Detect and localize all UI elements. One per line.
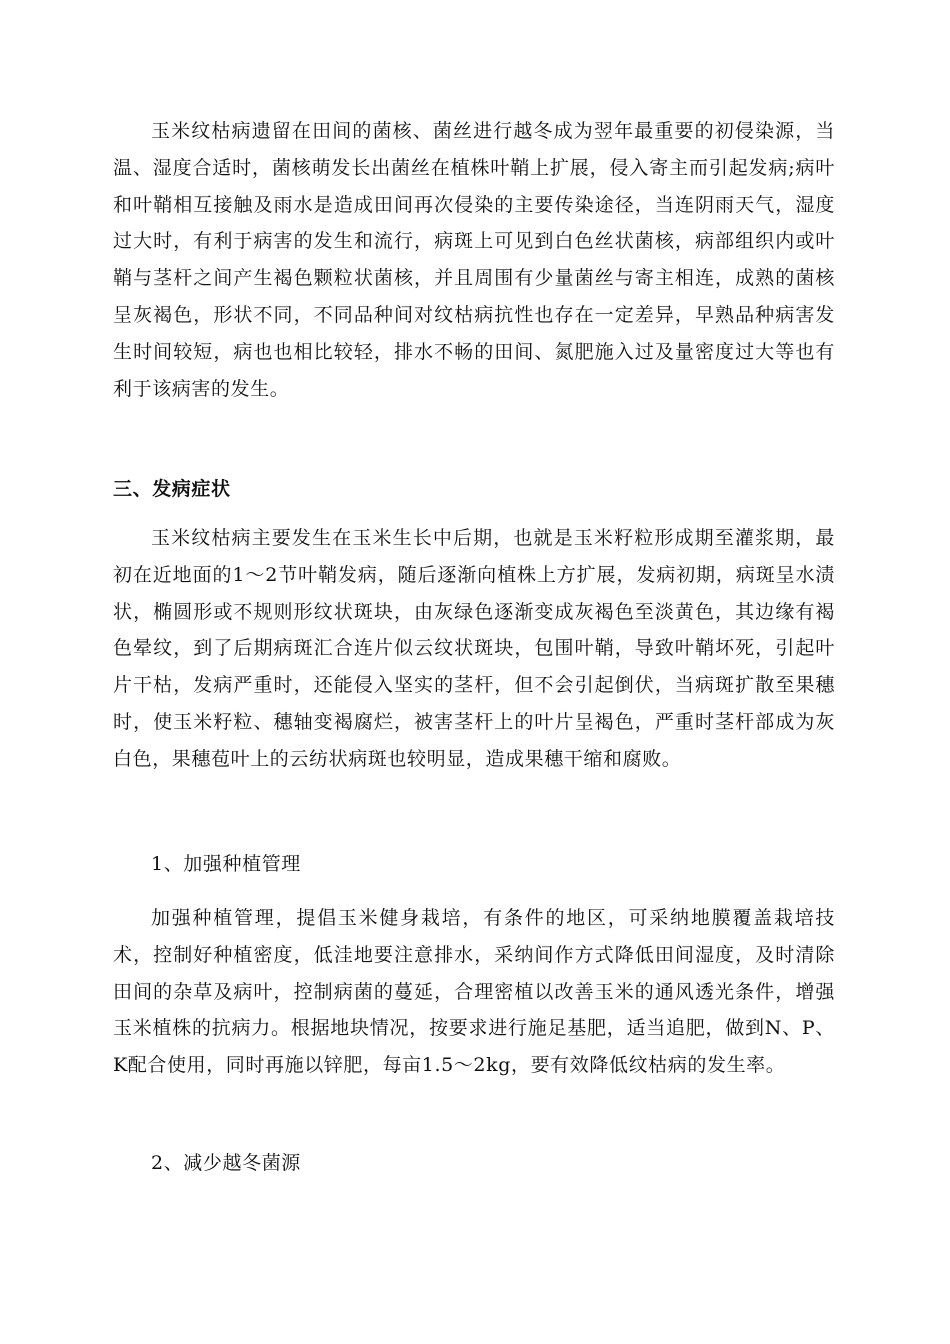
subheading-planting-management: 1、加强种植管理 xyxy=(151,853,301,875)
section-heading-symptoms: 三、发病症状 xyxy=(113,478,231,500)
paragraph-planting-management: 加强种植管理，提倡玉米健身栽培，有条件的地区，可采纳地膜覆盖栽培技术，控制好种植密度，低洼地要注意排水，采纳间作方式降低田间湿度，及时清除田间的杂草及病叶，控制病菌的蔓延，合理密植以改善玉米的通风透光条件，增强玉米植株的抗病力。根据地块情况，按要求进行施足基肥，适当追肥，做到N、P、K配合使用，同时再施以锌肥，每亩1.5～2kg，要有效降低纹枯病的发生率。 xyxy=(113,907,835,1077)
paragraph-symptoms: 玉米纹枯病主要发生在玉米生长中后期，也就是玉米籽粒形成期至灌浆期，最初在近地面的1～2节叶鞘发病，随后逐渐向植株上方扩展，发病初期，病斑呈水渍状，椭圆形或不规则形纹状斑块，由灰绿色逐渐变成灰褐色至淡黄色，其边缘有褐色晕纹，到了后期病斑汇合连片似云纹状斑块，包围叶鞘，导致叶鞘坏死，引起叶片干枯，发病严重时，还能侵入坚实的茎杆，但不会引起倒伏，当病斑扩散至果穗时，使玉米籽粒、穗轴变褐腐烂，被害茎杆上的叶片呈褐色，严重时茎杆部成为灰白色，果穗苞叶上的云纺状病斑也较明显，造成果穗干缩和腐败。 xyxy=(113,527,835,770)
paragraph-overwintering: 玉米纹枯病遗留在田间的菌核、菌丝进行越冬成为翌年最重要的初侵染源，当温、湿度合适时，菌核萌发长出菌丝在植株叶鞘上扩展，侵入寄主而引起发病;病叶和叶鞘相互接触及雨水是造成田间再次侵染的主要传染途径，当连阴雨天气，湿度过大时，有利于病害的发生和流行，病斑上可见到白色丝状菌核，病部组织内或叶鞘与茎杆之间产生褐色颗粒状菌核，并且周围有少量菌丝与寄主相连，成熟的菌核呈灰褐色，形状不同，不同品种间对纹枯病抗性也存在一定差异，早熟品种病害发生时间较短，病也也相比较轻，排水不畅的田间、氮肥施入过及量密度过大等也有利于该病害的发生。 xyxy=(113,120,835,400)
subheading-reduce-overwintering: 2、减少越冬菌源 xyxy=(151,1152,301,1174)
